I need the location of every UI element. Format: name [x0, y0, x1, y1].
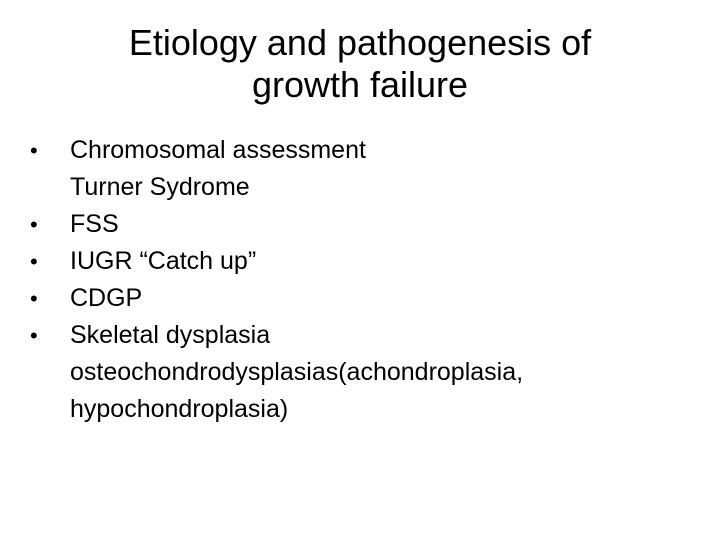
bullet-item-iugr — [30, 243, 700, 280]
title-line-1: Etiology and pathogenesis of — [128, 22, 592, 63]
bullet-text: Chromosomal assessment — [70, 136, 366, 164]
bullet-icon: • — [30, 212, 38, 237]
bullet-item-cdgp — [30, 280, 700, 317]
bullet-icon: • — [30, 286, 38, 311]
bullet-subtext: osteochondrodysplasias(achondroplasia, — [70, 358, 524, 386]
bullet-item-fss — [30, 206, 700, 243]
bullet-subtext: Turner Sydrome — [70, 173, 250, 201]
bullet-text: IUGR “Catch up” — [70, 247, 257, 275]
bullet-text: Skeletal dysplasia — [70, 321, 271, 349]
bullet-list — [30, 132, 700, 428]
bullet-icon: • — [30, 138, 38, 163]
bullet-text: CDGP — [70, 284, 143, 312]
bullet-item-chromosomal — [30, 132, 700, 206]
bullet-text: FSS — [70, 210, 119, 238]
bullet-icon: • — [30, 323, 38, 348]
bullet-item-skeletal-dysplasia — [30, 317, 700, 428]
slide-title — [0, 22, 720, 106]
title-line-2: growth failure — [251, 64, 469, 105]
bullet-subtext: hypochondroplasia) — [70, 395, 289, 423]
bullet-icon: • — [30, 249, 38, 274]
